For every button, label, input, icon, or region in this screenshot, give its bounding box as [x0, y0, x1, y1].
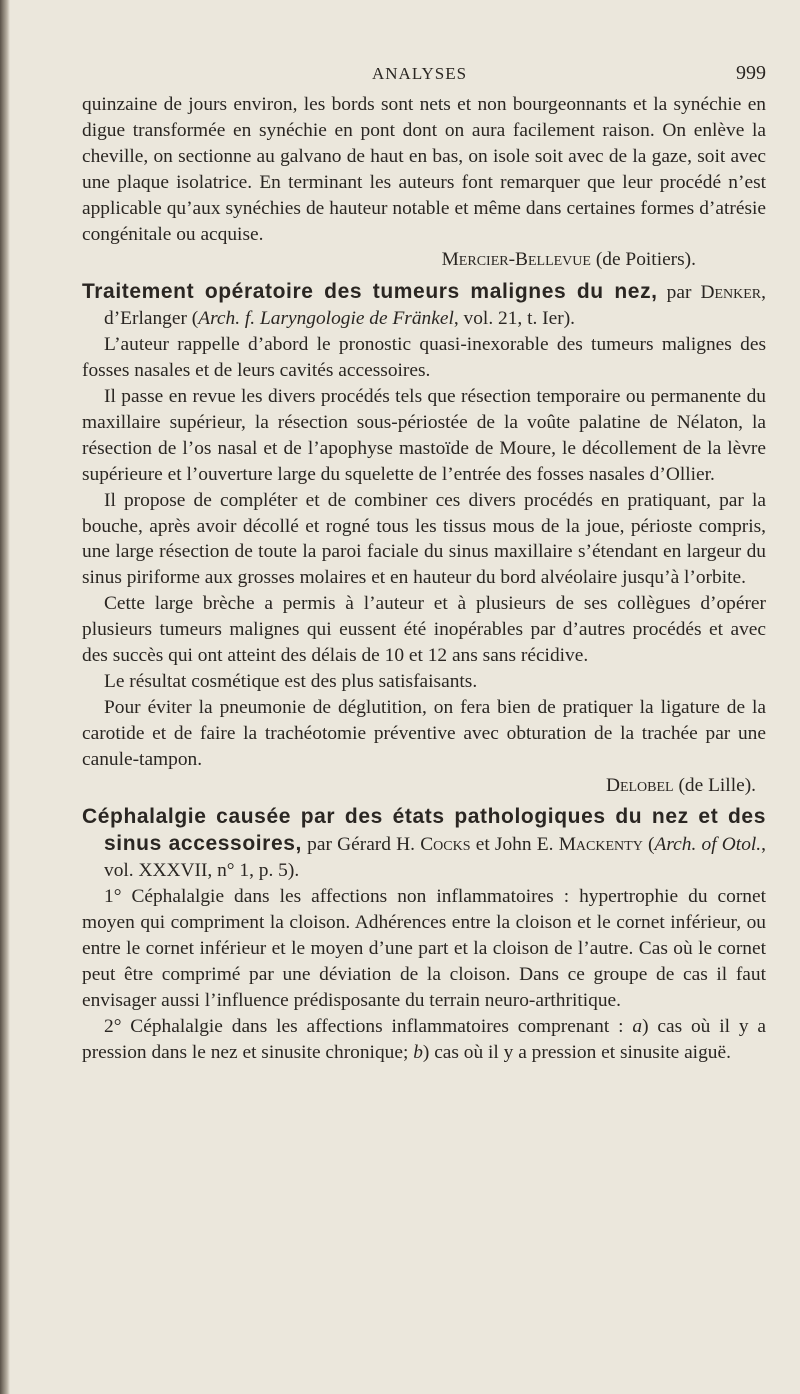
page-number: 999 — [736, 62, 766, 84]
para-mid: ) cas où il y a pression dans le nez et sinusite chronique; — [82, 1015, 767, 1063]
body-paragraph: Le résultat cosmétique est des plus satisfaisants. — [104, 670, 478, 692]
article-reference: , vol. 21, t. Ier). — [453, 308, 576, 330]
body-paragraph: Cette large brèche a permis à l’auteur et à plusieurs de ses collègues d’opérer plusieurs tumeurs malignes qui eussent été inopérables par d’autres procédés et avec des succès qui ont atteint des délais de 10 et 12 ans sans récidive. — [82, 593, 766, 667]
page-header — [82, 56, 766, 92]
signature-place: (de Poitiers). — [595, 249, 696, 271]
body-paragraph: L’auteur rappelle d’abord le pronostic quasi-inexorable des tumeurs malignes des fosses nasales et de leurs cavités accessoires. — [82, 334, 766, 382]
signature-name: Mercier-Bellevue — [441, 249, 591, 271]
article-heading-cephalalgie — [82, 804, 766, 884]
article-heading-tumeurs — [82, 279, 766, 332]
signature-name: Delobel — [605, 774, 674, 796]
signature-mercier — [82, 247, 766, 273]
body-paragraph: Il propose de compléter et de combiner ces divers procédés en pratiquant, par la bouche, après avoir décollé et rogné tous les tissus mous de la joue, périoste compris, une large résection de toute la paroi faciale du sinus maxillaire s’étendant en largeur du sinus piriforme aux grosses molaires et en hauteur du bord alvéolaire jusqu’à l’orbite. — [82, 489, 766, 589]
item-a: a — [632, 1015, 643, 1037]
article-reference: , vol. XXXVII, n° 1, p. 5). — [104, 834, 766, 882]
item-b: b — [413, 1041, 423, 1063]
signature-place: (de Lille). — [678, 774, 756, 796]
article-open: ( — [642, 834, 655, 856]
para-end: ) cas où il y a pression et sinusite aiguë. — [422, 1041, 731, 1063]
article-title: Céphalalgie causée par des états pathologiques du nez et des sinus accessoires, — [82, 805, 766, 856]
article-author-2: Mackenty — [558, 834, 643, 856]
article-affiliation: , d’Erlanger ( — [104, 282, 766, 330]
article-by: par — [666, 282, 692, 304]
article-author-1: Cocks — [420, 834, 471, 856]
running-title: ANALYSES — [372, 64, 468, 83]
article-and: et John E. — [470, 834, 559, 856]
book-binding-edge — [0, 0, 10, 1394]
article-by: par Gérard H. — [301, 834, 421, 856]
article-journal: Arch. of Otol. — [654, 834, 762, 856]
para-lead: 2° Céphalalgie dans les affections inflammatoires comprenant : — [104, 1015, 633, 1037]
body-paragraph — [82, 1014, 766, 1066]
signature-delobel — [82, 773, 766, 799]
page — [82, 56, 766, 1066]
body-paragraph: Pour éviter la pneumonie de déglutition, on fera bien de pratiquer la ligature de la carotide et de faire la trachéotomie préventive avec obturation de la trachée par une canule-tampon. — [82, 696, 766, 770]
article-title: Traitement opératoire des tumeurs malignes du nez, — [82, 280, 658, 304]
body-paragraph: 1° Céphalalgie dans les affections non inflammatoires : hypertrophie du cornet moyen qui compriment la cloison. Adhérences entre la cloison et le cornet inférieur, ou entre le cornet inférieur et le moyen d’une part et la cloison de l’autre. Cas où le cornet peut être comprimé par une déviation de la cloison. Dans ce groupe de cas il faut envisager aussi l’influence prédisposante du terrain neuro-arthritique. — [82, 886, 766, 1011]
paragraph-continued: quinzaine de jours environ, les bords sont nets et non bourgeonnants et la synéchie en digue transformée en synéchie en pont dont on aura facilement raison. On enlève la cheville, on sectionne au galvano de haut en bas, on isole soit avec de la gaze, soit avec une plaque isolatrice. En terminant les auteurs font remarquer que leur procédé n’est applicable qu’aux synéchies de hauteur notable et même dans certaines formes d’atrésie congénitale ou acquise. — [82, 94, 766, 245]
article-journal: Arch. f. Laryngologie de Fränkel — [198, 308, 454, 330]
article-author: Denker — [700, 282, 762, 304]
body-paragraph: Il passe en revue les divers procédés tels que résection temporaire ou permanente du maxillaire supérieur, la résection sous-périostée de la voûte palatine de Nélaton, la résection de l’os nasal et de l’apophyse mastoïde de Moure, le décollement de la lèvre supérieure et l’ouverture large du squelette de l’entrée des fosses nasales d’Ollier. — [82, 385, 766, 485]
